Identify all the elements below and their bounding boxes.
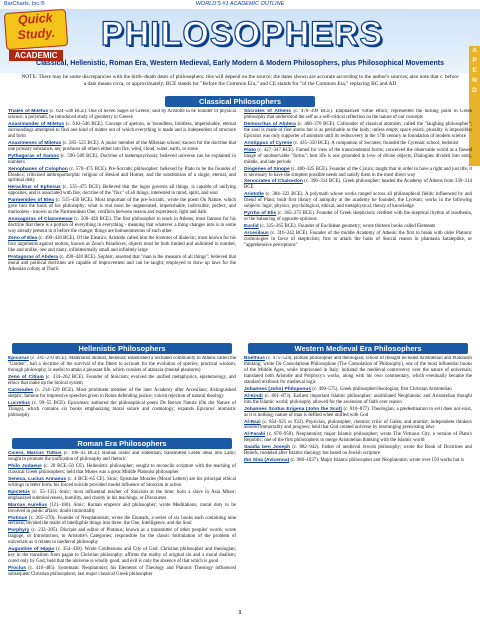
philosopher-entry [244,231,472,249]
philosopher-description: (c. 460–370 BCE). Cofounder of classical atomism, called the "laughing philosopher"; the soul is made of fine atoms but is as perishable as the body; unless empty space exists, plurality is impossible; Epicurus was only supporter of atomism until its rediscovery in the 17th century as foundation of modern science [244,121,472,139]
philosopher-name: Al-Kindi [244,393,263,399]
philosopher-name: Zeno of Elea [8,236,38,242]
philosopher-entry [8,528,236,546]
philosopher-name: Democritus of Abdera [244,121,296,127]
section-hellenistic-header: Hellenistic Philosophers [12,343,232,354]
philosopher-entry [244,192,472,210]
philosopher-name: Parmenides of Elea [8,198,54,204]
philosopher-name: Seneca, Lucius Annaeus [8,476,67,482]
philosopher-name: Lucretius [8,400,31,406]
philosopher-description: (c. 515–450 BCE). Most important of the pre-Socratic, wrote the poem On Nature, which gave him the basis of his philosophy; what is real must be ungenerated, imperishable, indivisible, perfect, and motionless - known as the Parmenidean One; conflicts between reason and experience, light and dark [8,198,236,216]
page-subtitle: Classical, Hellenistic, Roman Era, Western Medieval, Early Modern & Modern Philosophers, plus Philosophical Movements [36,60,444,67]
philosopher-entry [8,503,236,515]
philosopher-description: (c. 4 BCE–65 CE). Stoic; Epistulae Morales (Moral Letters) are his principal ethical writings in letter form; his forced suicide provided model influence of Stoicism in action [8,476,236,488]
philosopher-name: Heraclitus of Ephesus [8,185,61,191]
logo-badge [4,9,68,50]
philosopher-entry [8,141,236,153]
philosopher-entry [8,566,236,578]
philosopher-description: (c. 490–420 BCE). Sophist; asserted that "man is the measure of all things"; believed that moral and political doctrines are capable of improvement and can be taught; employed to draw up laws for the Athenian colony at Thurii [8,254,236,272]
philosopher-description: (c. 590–500 BCE). Doctrine of metempsychosis; believed universe can be explained in numbers [8,153,236,165]
philosopher-name: Boethius [244,356,265,361]
philosopher-description: (c. 316–242 BCE). Founder of the middle Academy of Athens; the first to break with older Platonic cosmologies in favor of skepticism; first to attack the basis of Stoical reason in phantasia kataleptike, or "apprehensive perceptions" [244,231,472,249]
philosopher-entry [244,445,472,457]
philosopher-description: (c. 334–262 BCE). Founder of Stoicism; evolved the unified metaphysics, epistemology, and ethics that make up the Stoical system [8,374,236,386]
philosopher-entry [8,109,236,121]
philosopher-description: (c. 354–430). Wrote Confessions and City of God. Christian philosopher and theologian; key in the transition from pagan to Christian philosophy; affirms the reality of original sin and a moral dualism; cured only by God; held that the universe is wholly good, and evil is only the absence of that which is good [8,547,236,565]
philosopher-name: Pythagoras of Samos [8,153,59,159]
philosopher-description: (c. 490–430 BCE). Of the Eleatics; Aristotle called him the inventor of dialectic; most known for his four arguments against motion, known as Zeno's Paradoxes; objects must be both limited and unlimited in number, like and unlike, one and many, infinitesimally small and infinitely large [8,236,236,253]
philosopher-entry [8,451,236,463]
philosopher-description: (c. 470–399 BCE). Emphasized virtue ethics; represented the turning point in Greek philosophy that understood the self as a self-critical reflection on the nature of our concepts [244,109,472,120]
philosopher-description: (c. 610–546 BCE). Concept of apeiron, or boundless, limitless, imperishable, eternal surroundings attempted to find one kind of matter out of which everything is made and is independent of structure and form [8,121,236,139]
philosopher-description: (c. 490–575). Greek philosopher/theologian; first Christian Aristotelian [312,386,452,392]
philosopher-entry [8,464,236,476]
philosopher-name: Al-Razi [244,419,261,425]
philosopher-entry [8,167,236,185]
side-tab-letter: N [472,77,477,84]
philosopher-entry [8,185,236,197]
philosopher-entry [244,148,472,166]
philosopher-entry [244,420,472,432]
philosopher-name: Marcus Aurelius [8,502,48,508]
dates-note: NOTE: There may be some discrepancies with the birth–death dates of philosophers; this will depend on the source; the dates shown are accurate according to the author's sources; also note that c. before a date means circa, or approximately; BCE stands for "Before the Common Era," and CE stands for "of the Common Era," replacing BC and AD [21,74,459,87]
philosopher-description: (c. 585–525 BCE). A junior member of the Milesian school; known for the doctrine that one primary substance, aer, produces all others either into fire, wind, cloud, water, earth, or stone [8,140,236,152]
philosopher-name: Ibn Sina (Avicenna) [244,458,290,464]
philosopher-entry [244,109,472,121]
philosopher-description: (c. 410–485). Systematic Neoplatonist; his Elements of Theology and Platonic Theology influenced subsequent Christian philosophers; last major classical Greek philosopher [8,566,236,578]
philosopher-name: Plato [244,147,256,153]
philosopher-entry [244,211,472,223]
side-tab-letter: E [472,67,477,74]
side-tab-letter: P [472,57,477,64]
header [0,9,480,73]
philosopher-name: Plotinus [8,515,28,521]
philosopher-description: (c. 980–1037). Major Islamic philosopher and Neoplatonist; wrote over 150 works but is [290,458,465,464]
philosopher-name: Johannes Scotus Erigena (John the Scot) [244,406,343,412]
classical-right-column [244,109,472,340]
philosopher-name: Augustine of Hippo [8,547,55,553]
philosopher-entry [244,167,472,179]
philosopher-entry [8,375,236,387]
philosopher-entry [8,401,236,419]
philosopher-description: (c. 882–942). Father of medieval Jewish philosophy; wrote the Book of Doctrines and Beliefs, modeled after Islamic theology but based on Jewish scripture [244,445,472,457]
philosopher-entry [8,516,236,528]
philosopher-entry [8,217,236,235]
philosopher-name: Pyrrho of Elis [244,211,277,217]
philosopher-entry [8,388,236,400]
hellenistic-column [8,356,236,436]
side-tab-letter: A [472,47,477,54]
philosopher-description: (c. 801–873). Earliest important Islamic philosopher; assimilated Neoplatonic and Aristotelian thought into the Islamic world; philosophy allowed for the ascension of faith over reason [244,393,472,405]
philosopher-description: (c. 870–950). Neoplatonist; major Islamic philosopher; wrote The Virtuous City, a version of Plato's Republic; one of the first philosophers to merge Aristotelian thinking with the Islamic world [244,432,472,444]
philosopher-description: (c. 535–475 BCE). Believed that the logos governs all things, is capable of unifying opposites, and is associated with fire; doctrine of the "flux" of all things; interested in mind, spirit, and soul [8,185,236,197]
page-title: PHILOSOPHERS [100,15,384,53]
philosopher-entry [8,477,236,489]
philosopher-description: (c. 99–55 BCE). Epicurean; authored the philosophical poem De Rerum Natura (On the Nature of Things), which contains six books emphasizing moral solace and cosmology; expands Epicurus' atomistic philosophy [8,400,236,418]
philosopher-name: Thales of Miletus [8,109,49,114]
tagline: WORLD'S #1 ACADEMIC OUTLINE [195,1,285,7]
philosopher-name: Xenocrates of Chalcedon [244,179,303,185]
philosopher-description: (c. 500–428 BCE). The first philosopher to teach in Athens; most famous for his doctrine that there is a portion of everything in everything - meaning that whatever a thing changes into is in some way already present in it before the change; things are homoeomerous of each other [8,217,236,235]
philosopher-entry [244,224,472,230]
philosopher-entry [244,394,472,406]
philosopher-name: Johannes (John) Philoponus [244,386,312,392]
philosopher-description: (c. 384–322 BCE). A polymath whose works ranged across all philosophical fields; influenced by and friend of Plato; built first library of antiquity at the academy he founded, the Lyceum; works in the following subjects: logic, physics, psychological, ethical, and metaphysical, theory of knowledge [244,192,472,210]
section-roman-header: Roman Era Philosophers [12,438,232,449]
philosopher-entry [244,179,472,191]
philosopher-entry [244,141,472,147]
philosopher-entry [8,255,236,273]
philosopher-entry [8,198,236,216]
philosopher-name: Diogenes of Sinope [244,166,290,172]
philosopher-description: (c. 475–524). Roman philosopher and theologian; school of thought included Aristotelian and Platonism thinking; wrote De Consolatione Philosophiae (The Consolation of Philosophy), one of the most influential books of the Middle Ages, while imprisoned in Italy; initiated the medieval controversy over the nature of universals; translated both Aristotle and Porphyry's works, along with his own commentary, which eventually became the standard textbook for medieval logic [244,356,472,385]
philosopher-description: (c. 854–925 or 932). Physician, philosopher, chemist; critic of Galen, and atomist; independent thinkers assured immortality and progress; held that God created universe by rearranging preexisting laws [244,419,472,431]
section-classical-header: Classical Philosophers [165,96,315,107]
philosopher-entry [8,154,236,166]
philosopher-name: Carneades [8,387,34,393]
philosopher-entry [244,356,472,386]
philosopher-entry [8,490,236,502]
philosopher-description: (c. 365–275 BCE). Founder of Greek skepticism; credited with the skeptical rhythm of isosthenia, or the balancing of opposite opinions [244,211,472,223]
page-number: 1 [238,610,242,616]
philosopher-entry [8,236,236,254]
philosopher-name: Aristotle [244,192,264,198]
philosopher-entry [8,547,236,565]
philosopher-name: Proclus [8,566,26,572]
quickstudy-logo [5,11,67,66]
philosopher-name: Philo Judaeus [8,463,42,469]
philosopher-entry [8,356,236,374]
philosopher-entry [244,387,472,393]
philosopher-description: (c. 810–877). Theologian; a predestination to evil does not exist, as it is nothing; nature of man is defiled when unified with God [244,406,472,418]
philosopher-description: (c. 232–305). Disciple and editor of Plotinus; known as a transmitter of other peoples' words; wrote Isagoge, or Introduction, to Aristotle's Categories; responsible for the classic formulation of the problem of universals as it relates to medieval philosophy [8,528,236,546]
philosopher-name: Arcesilaus [244,231,269,237]
philosopher-description: (121–180). Stoic; Roman emperor and philosopher; wrote Meditations; moral duty to be involved in public affairs; doubt immortality [8,502,236,514]
philosopher-name: Aristippus of Cyrene [244,140,293,146]
philosopher-name: Porphyry [8,528,30,534]
philosopher-name: Saadia ben Joseph [244,445,291,451]
philosopher-name: Anaxagoras of Clazomenae [8,217,73,223]
top-bar [0,0,480,9]
philosopher-entry [8,122,236,140]
medieval-column [244,356,472,608]
philosopher-entry [244,122,472,140]
philosopher-name: Anaximander of Miletus [8,121,65,127]
philosopher-description: (c. 427–347 BCE). Famed for view of the transcendental forms; conceived the observable world as a flawed image of unobservable "forms"; best life is one grounded in love of divine objects; Dialogues divided into early, middle, and late periods [244,147,472,165]
philosopher-description: (c. 214–129 BCE). Most prominent member of the later Academy after Arcesilaus; distinguished skeptic, famous for impressive speeches given in Rome defending justice; voiced rejection of natural theology [8,387,236,399]
philosopher-name: Socrates of Athens [244,109,291,114]
publisher-label: BarCharts, Inc.® [4,1,45,7]
philosopher-name: Xenophanes of Colophon [8,166,68,172]
philosopher-entry [244,407,472,419]
philosopher-name: Cicero, Marcus Tullius [8,451,62,456]
philosopher-name: Al-Farabi [244,432,266,438]
philosopher-description: (c. 570–475 BCE). Pre-Socratic philosopher; believed by Plato to be the founder of Eleatics; criticized anthropomorphic religion of Hesiod and Homer, and the substitution of a single, eternal, and spiritual deity [8,166,236,184]
logo-line2: Study. [16,25,56,43]
philosopher-description: (c. 624–546 BCE). One of Seven Sages of Greece; said by Aristotle to be founder of physical science; a polymath, he introduced study of geometry to Greece [8,109,236,120]
logo-line1: Quick [17,10,54,28]
philosopher-description: (c. 325–265 BCE). Founder of Euclidean geometry; wrote thirteen books called Elements [259,224,436,230]
philosopher-entry [244,432,472,444]
logo-academic: ACADEMIC [9,50,63,61]
philosopher-name: Protagoras of Abdera [8,254,59,260]
philosopher-description: (c. 55–135). Stoic; most influential teacher of Stoicism at the time; born a slave in Asia Minor; emphasized submissiveness, humility, and charity in his teachings, or Discourses [8,489,236,501]
classical-left-column [8,109,236,340]
philosopher-name: Anaximenes of Miletus [8,140,62,146]
philosopher-name: Epictetus [8,489,31,495]
roman-column [8,451,236,608]
philosopher-description: (c. 205–270). Founder of Neoplatonism; wrote the Enneads, a series of six books each containing nine sections; divided the realm of intelligible things into three: the One, Intelligence, and the Soul [8,515,236,527]
philosopher-description: (c. 20 BCE–50 CE). Hellenistic philosopher; sought to reconcile scripture with the teaching of classical Greek philosophers; held that Moses was a great Middle Platonist philosopher [8,463,236,475]
philosopher-description: (c. 435–350 BCE). A companion of Socrates; founded the Cyrenaic school; hedonist [293,140,459,146]
side-tab-letter: D [472,87,477,94]
philosopher-name: Euclid [244,224,259,230]
philosopher-description: (c. 400–325 BCE). Founder of the Cynics; taught that in order to have a right and just life, it is necessary to have the simplest possible needs and satisfy them in the most direct way [244,166,472,178]
philosopher-name: Epicurus [8,356,29,361]
philosopher-name: Zeno of Citium [8,374,44,380]
philosopher-description: (c. 106–43 BCE). Roman orator and statesman; transmitted Greek ideas into Latin; sought to promote the unification of philosophy and rhetoric [8,451,236,462]
philosopher-description: (c. 341–270 BCE). Materialist atomist, hedonist; established a secluded community in Athens called the "Garden"; had a doctrine of the survival of the fittest to account for the evolution of species; practical wisdom, through philosophy, is useful to attain a pleasant life, which consists of ataraxia (mental pleasures) [8,356,236,373]
section-medieval-header: Western Medieval Era Philosophers [248,343,468,354]
philosopher-entry [244,458,472,464]
philosopher-description: (c. 396–314 BCE). Greek philosopher; headed the Academy of Athens from 339–314 BCE [244,179,472,191]
